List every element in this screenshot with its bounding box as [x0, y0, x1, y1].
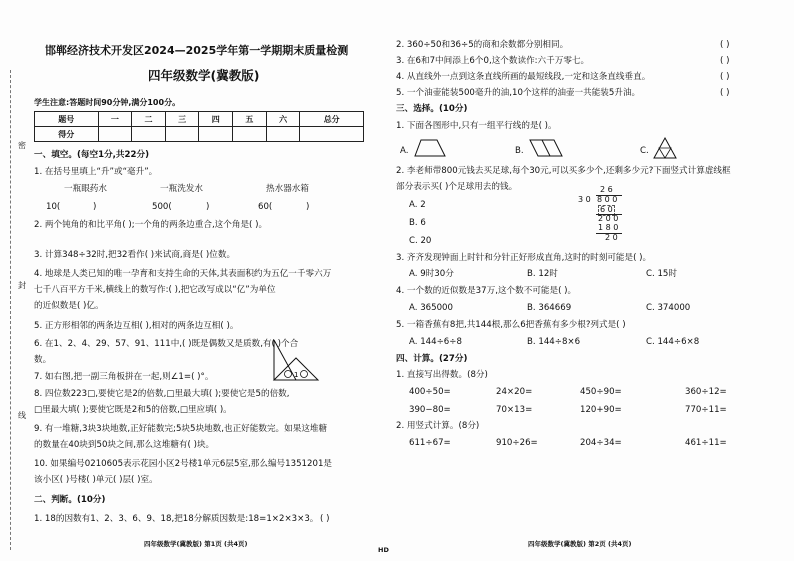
score-cell[interactable]: [300, 127, 364, 142]
divisor: 3 0: [578, 195, 591, 204]
binding-char: 封: [18, 281, 26, 290]
student-notice: 学生注意:答题时间90分钟,满分100分。: [34, 98, 181, 107]
score-cell[interactable]: [165, 127, 199, 142]
s1-q1-item: 一瓶洗发水: [160, 184, 203, 194]
s3-q2: 部分表示买( )个足球用去的钱。: [396, 182, 518, 192]
s1-q5: 5. 正方形相邻的两条边互相( ),相对的两条边互相( )。: [34, 321, 239, 331]
exam-title: 邯郸经济技术开发区2024—2025学年第一学期期末质量检测: [45, 44, 349, 57]
section4-heading: 四、计算。(27分): [396, 354, 468, 364]
s1-q1: 1. 在括号里填上“升”或“毫升”。: [34, 167, 158, 177]
s1-q3: 3. 计算348÷32时,把32看作( )来试商,商是( )位数。: [34, 250, 236, 260]
section3-heading: 三、选择。(10分): [396, 104, 468, 114]
section1-heading: 一、填空。(每空1分,共22分): [34, 150, 149, 160]
option-label: C.: [640, 146, 649, 156]
s1-q9: 的数量在40块到50块之间,那么这堆糖有( )块。: [34, 440, 215, 450]
blank[interactable]: ): [306, 202, 310, 212]
dividend: 8 0 0: [597, 195, 618, 204]
option[interactable]: A. 9时30分: [409, 269, 454, 279]
option-label: A.: [400, 146, 409, 156]
score-cell[interactable]: [98, 127, 132, 142]
page-footer-right: 四年级数学(冀教版) 第2页 (共4页): [528, 540, 632, 548]
division-step: 2 0: [605, 233, 618, 242]
division-step: 2 0 0: [598, 214, 619, 223]
option[interactable]: C. 20: [409, 236, 432, 246]
s1-q7: 7. 如右图,把一副三角板拼在一起,则∠1=( )°。: [34, 372, 214, 382]
score-cell: 题号: [35, 112, 99, 127]
calc-item: 461÷11=: [685, 438, 727, 448]
s1-q6: 数。: [34, 355, 52, 365]
option[interactable]: C. 144÷6×8: [646, 337, 700, 347]
calc-item: 400÷50=: [409, 387, 451, 397]
binding-char: 线: [18, 411, 26, 420]
option[interactable]: B. 12时: [527, 269, 558, 279]
score-cell: 一: [98, 112, 132, 127]
blank: 60(: [258, 202, 273, 212]
s2-q3: 3. 在6和7中间添上6个0,这个数读作:六千万零七。: [396, 56, 590, 66]
blank: 10(: [46, 202, 61, 212]
score-cell: 六: [266, 112, 300, 127]
s1-q9: 9. 有一堆糖,3块3块地数,正好能数完;5块5块地数,也正好能数完。如果这堆糖: [34, 424, 328, 434]
answer-paren[interactable]: ( ): [720, 40, 730, 50]
score-cell[interactable]: [266, 127, 300, 142]
section2-heading: 二、判断。(10分): [34, 495, 106, 505]
score-value-row: [35, 127, 364, 142]
score-header-row: [35, 112, 364, 127]
calc-item: 120+90=: [580, 405, 622, 415]
score-cell: 四: [199, 112, 233, 127]
binding-line: [10, 70, 11, 550]
s2-q1: 1. 18的因数有1、2、3、6、9、18,把18分解质因数是:18=1×2×3×3。: [34, 514, 319, 524]
calc-item: 611÷67=: [409, 438, 451, 448]
angle-label: 1: [294, 371, 299, 379]
option[interactable]: B. 6: [409, 218, 426, 228]
option[interactable]: C. 374000: [646, 303, 691, 313]
triangle-shape[interactable]: [652, 136, 678, 160]
quotient: 2 6: [600, 185, 613, 194]
calc-item: 450÷90=: [580, 387, 622, 397]
score-cell: 三: [165, 112, 199, 127]
option[interactable]: A. 365000: [409, 303, 453, 313]
s1-q4: 七千八百平方千米,横线上的数写作:( ),把它改写成以“亿”为单位: [34, 285, 276, 295]
option[interactable]: B. 364669: [527, 303, 572, 313]
answer-paren[interactable]: ( ): [720, 88, 730, 98]
calc-item: 910÷26=: [496, 438, 538, 448]
answer-paren[interactable]: ( ): [320, 514, 330, 524]
s2-q2: 2. 360÷50和36÷5的商和余数都分别相同。: [396, 40, 569, 50]
s1-q10: 10. 如果编号0210605表示花园小区2号楼1单元6层5室,那么编号1351201是: [34, 459, 333, 469]
page-footer-center: HD: [378, 546, 389, 554]
option[interactable]: C. 15时: [646, 269, 677, 279]
s1-q4: 的近似数是( )亿。: [34, 301, 104, 311]
answer-paren[interactable]: ( ): [720, 72, 730, 82]
option[interactable]: A. 144÷6÷8: [409, 337, 462, 347]
s1-q4: 4. 地球是人类已知的唯一孕育和支持生命的天体,其表面积约为五亿一千零六万: [34, 269, 332, 279]
s4-part1: 1. 直接写出得数。(8分): [396, 370, 488, 380]
binding-char: 密: [18, 141, 26, 150]
calc-item: 390−80=: [409, 405, 451, 415]
s3-q4: 4. 一个数的近似数是37万,这个数不可能是( )。: [396, 286, 577, 296]
score-cell: 二: [132, 112, 166, 127]
s3-q5: 5. 一箱香蕉有8把,共144根,那么6把香蕉有多少根?列式是( ): [396, 320, 626, 330]
score-table: [34, 111, 364, 142]
s1-q2: 2. 两个钝角的和比平角( );一个角的两条边重合,这个角是( )。: [34, 220, 268, 230]
s1-q8: □里最大填( );要使它既是2和5的倍数,□里应填( )。: [34, 405, 232, 415]
dashed-box: 6 0: [600, 205, 613, 214]
page-footer-left: 四年级数学(冀教版) 第1页 (共4页): [144, 540, 248, 548]
blank: 500(: [152, 202, 172, 212]
score-cell[interactable]: [132, 127, 166, 142]
score-cell: 五: [233, 112, 267, 127]
s1-q8: 8. 四位数223□,要使它是2的倍数,□里最大填( );要使它是5的倍数,: [34, 389, 290, 399]
s1-q1-item: 一瓶眼药水: [64, 184, 107, 194]
s3-q3: 3. 齐齐发现钟面上时针和分针正好形成直角,这时的时刻可能是( )。: [396, 253, 652, 263]
calc-item: 770÷11=: [685, 405, 727, 415]
exam-subtitle: 四年级数学(冀教版): [148, 68, 260, 83]
triangle-ruler-figure: [266, 336, 324, 386]
trapezoid-shape[interactable]: [413, 138, 447, 158]
s3-q1: 1. 下面各图形中,只有一组平行线的是( )。: [396, 121, 557, 131]
parallelogram-shape[interactable]: [528, 138, 564, 158]
blank[interactable]: ): [93, 202, 97, 212]
score-cell: 得分: [35, 127, 99, 142]
s2-q5: 5. 一个油壶能装500毫升的油,10个这样的油壶一共能装5升油。: [396, 88, 641, 98]
s1-q10: 该小区( )号楼( )单元( )层( )室。: [34, 475, 158, 485]
option[interactable]: A. 2: [409, 200, 426, 210]
s2-q4: 4. 从直线外一点到这条直线所画的最短线段,一定和这条直线垂直。: [396, 72, 651, 82]
long-division: [578, 186, 628, 244]
answer-paren[interactable]: ( ): [720, 56, 730, 66]
calc-item: 70×13=: [496, 405, 533, 415]
s1-q1-item: 热水器水箱: [266, 184, 309, 194]
calc-item: 24×20=: [496, 387, 533, 397]
s1-q6: 6. 在1、2、4、29、57、91、111中,( )既是偶数又是质数,有( )个合: [34, 339, 299, 349]
score-cell[interactable]: [199, 127, 233, 142]
option-label: B.: [515, 146, 524, 156]
calc-item: 360÷12=: [685, 387, 727, 397]
division-step: 1 8 0: [598, 223, 619, 232]
score-cell: 总分: [300, 112, 364, 127]
s3-q2: 2. 李老师带800元钱去买足球,每个30元,可以买多少个,还剩多少元?下面竖式计算虚线框: [396, 166, 731, 176]
calc-item: 204÷34=: [580, 438, 622, 448]
s4-part2: 2. 用竖式计算。(8分): [396, 421, 480, 431]
score-cell[interactable]: [233, 127, 267, 142]
blank[interactable]: ): [206, 202, 210, 212]
option[interactable]: B. 144÷8×6: [527, 337, 581, 347]
